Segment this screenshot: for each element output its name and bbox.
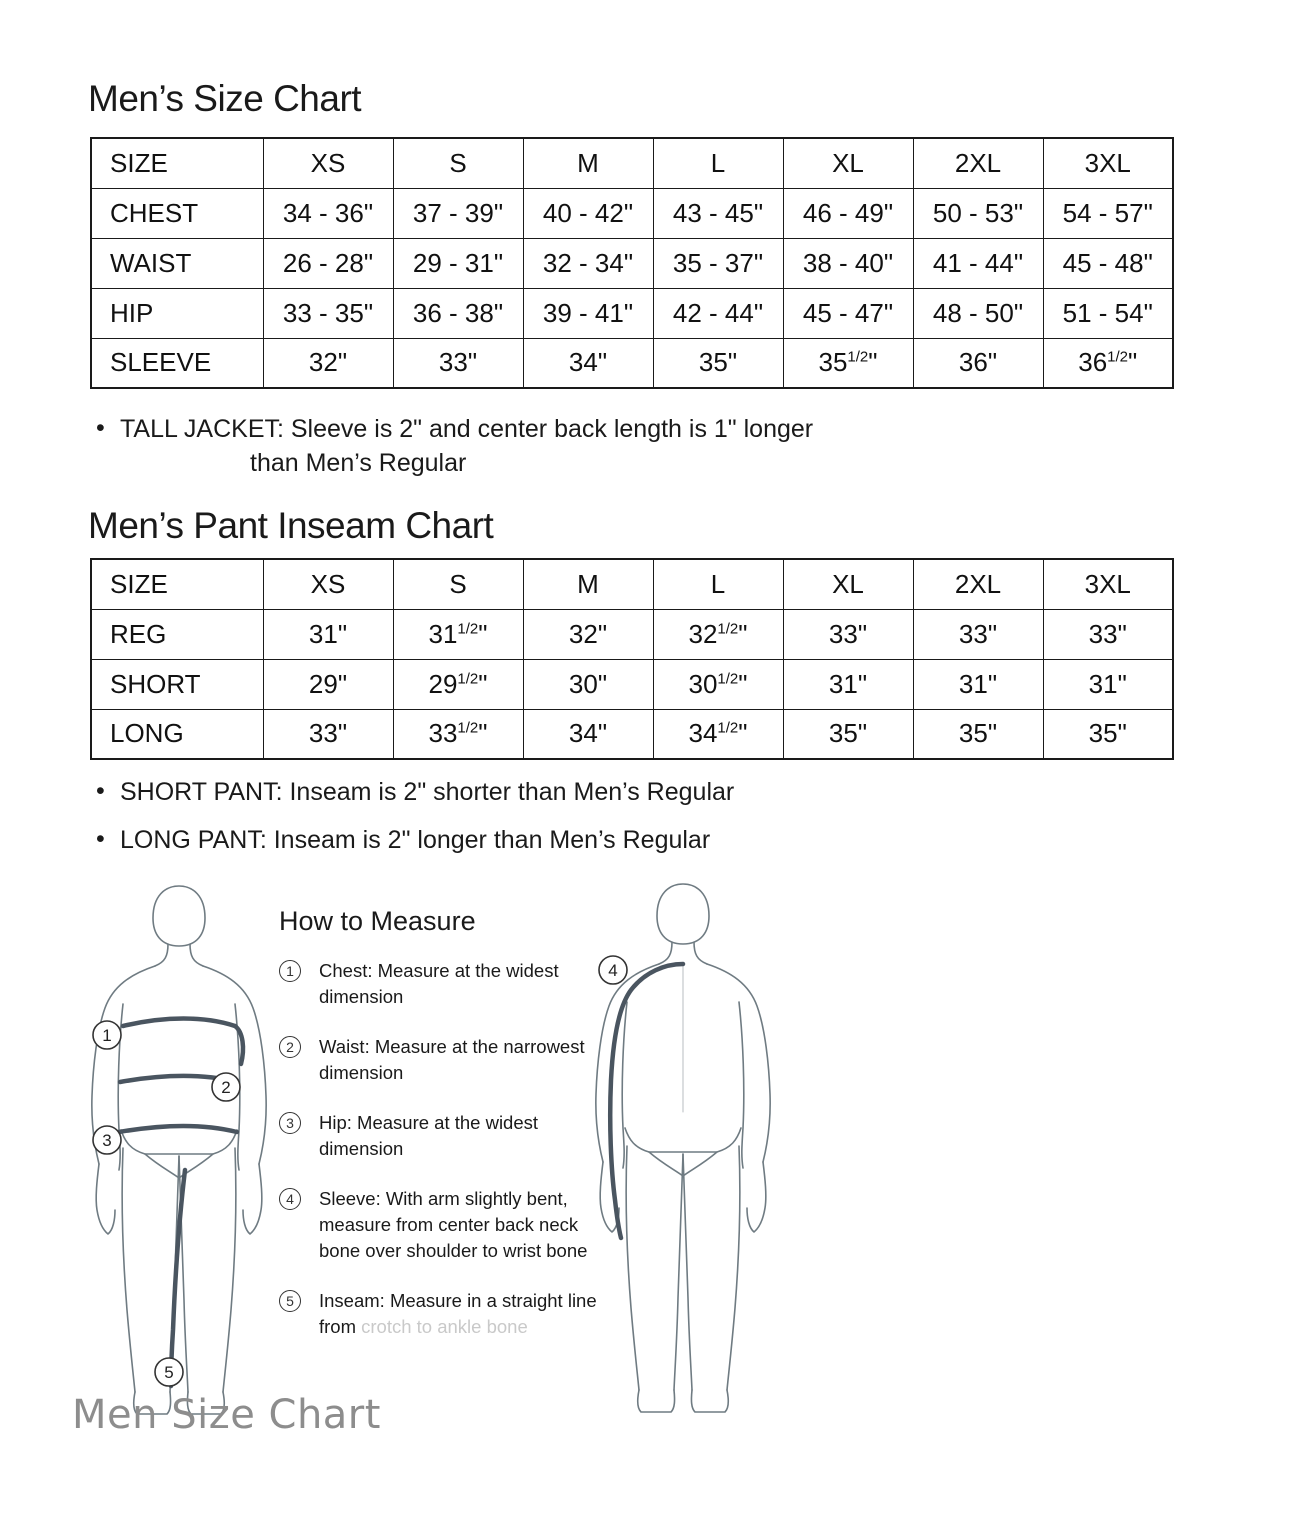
table-cell: 42 - 44" xyxy=(653,288,783,338)
step-number-badge: 3 xyxy=(279,1112,301,1134)
note-text: LONG PANT: Inseam is 2" longer than Men’s Regular xyxy=(120,826,711,854)
column-header: XS xyxy=(263,559,393,609)
table-cell: $35^{1/2}$" xyxy=(783,338,913,388)
callout-5 xyxy=(155,1358,183,1386)
table-header-row xyxy=(91,138,1173,188)
step-text: Sleeve: With arm slightly bent, measure from center back neck bone over shoulder to wrist bone xyxy=(319,1188,588,1261)
column-header: S xyxy=(393,138,523,188)
row-label: HIP xyxy=(91,288,263,338)
table-row xyxy=(91,188,1173,238)
note-item xyxy=(90,823,1190,857)
inseam-chart-table xyxy=(90,558,1174,760)
table-cell: 33" xyxy=(393,338,523,388)
table-cell: 35 - 37" xyxy=(653,238,783,288)
table-cell: $30^{1/2}$" xyxy=(653,659,783,709)
table-cell: 35" xyxy=(783,709,913,759)
table-cell: 48 - 50" xyxy=(913,288,1043,338)
column-header: L xyxy=(653,559,783,609)
callout-4 xyxy=(599,956,627,984)
note-text: TALL JACKET: Sleeve is 2" and center back length is 1" longer xyxy=(120,415,814,443)
table-cell: 33" xyxy=(783,609,913,659)
figure-back-view xyxy=(575,880,865,1480)
step-text: Hip: Measure at the widest dimension xyxy=(319,1112,539,1159)
column-header: 3XL xyxy=(1043,138,1173,188)
row-label: WAIST xyxy=(91,238,263,288)
table-cell: 50 - 53" xyxy=(913,188,1043,238)
step-text: Inseam: Measure in a straight line from xyxy=(319,1290,597,1337)
size-chart-table xyxy=(90,137,1174,389)
svg-text:3: 3 xyxy=(102,1131,112,1150)
page-title-inseam-chart: Men’s Pant Inseam Chart xyxy=(88,505,494,546)
step-text: Waist: Measure at the narrowest dimension xyxy=(319,1036,585,1083)
table-cell: 33" xyxy=(1043,609,1173,659)
note-item xyxy=(90,412,1190,480)
column-header: L xyxy=(653,138,783,188)
table-cell: $29^{1/2}$" xyxy=(393,659,523,709)
note-item xyxy=(90,775,1190,809)
svg-text:2: 2 xyxy=(221,1078,231,1097)
table-cell: 33" xyxy=(263,709,393,759)
table-cell: 36 - 38" xyxy=(393,288,523,338)
table-cell: 37 - 39" xyxy=(393,188,523,238)
table-cell: 31" xyxy=(1043,659,1173,709)
table-cell: 35" xyxy=(913,709,1043,759)
column-header: M xyxy=(523,138,653,188)
table-row xyxy=(91,709,1173,759)
column-header: SIZE xyxy=(91,138,263,188)
step-text: Chest: Measure at the widest dimension xyxy=(319,960,559,1007)
column-header: XL xyxy=(783,559,913,609)
column-header: 2XL xyxy=(913,138,1043,188)
svg-text:4: 4 xyxy=(608,961,618,980)
table-cell: 36" xyxy=(913,338,1043,388)
how-to-measure-title: How to Measure xyxy=(279,906,476,936)
table-cell: 43 - 45" xyxy=(653,188,783,238)
callout-3 xyxy=(93,1126,121,1154)
table-cell: 46 - 49" xyxy=(783,188,913,238)
table-row xyxy=(91,659,1173,709)
step-number-badge: 5 xyxy=(279,1290,301,1312)
table-cell: 29 - 31" xyxy=(393,238,523,288)
row-label: LONG xyxy=(91,709,263,759)
column-header: XS xyxy=(263,138,393,188)
callout-1 xyxy=(93,1021,121,1049)
table-cell: 33" xyxy=(913,609,1043,659)
table-row xyxy=(91,338,1173,388)
column-header: SIZE xyxy=(91,559,263,609)
column-header: XL xyxy=(783,138,913,188)
table-cell: $32^{1/2}$" xyxy=(653,609,783,659)
table-row xyxy=(91,288,1173,338)
table-cell: 41 - 44" xyxy=(913,238,1043,288)
table-cell: 30" xyxy=(523,659,653,709)
table-cell: 39 - 41" xyxy=(523,288,653,338)
table-cell: 26 - 28" xyxy=(263,238,393,288)
table-cell: 35" xyxy=(653,338,783,388)
table-cell: 34" xyxy=(523,709,653,759)
table-row xyxy=(91,238,1173,288)
table-cell: 38 - 40" xyxy=(783,238,913,288)
table-cell: 45 - 47" xyxy=(783,288,913,338)
step-number-badge: 2 xyxy=(279,1036,301,1058)
step-number-badge: 1 xyxy=(279,960,301,982)
table-cell: 31" xyxy=(913,659,1043,709)
table-cell: $34^{1/2}$" xyxy=(653,709,783,759)
note-text-continued: than Men’s Regular xyxy=(250,449,467,477)
column-header: 3XL xyxy=(1043,559,1173,609)
watermark-text: Men Size Chart xyxy=(72,1392,381,1438)
table-cell: 34" xyxy=(523,338,653,388)
page-title-size-chart: Men’s Size Chart xyxy=(88,78,362,119)
table-cell: 54 - 57" xyxy=(1043,188,1173,238)
column-header: S xyxy=(393,559,523,609)
table-cell: 29" xyxy=(263,659,393,709)
step-number-badge: 4 xyxy=(279,1188,301,1210)
table-cell: 34 - 36" xyxy=(263,188,393,238)
svg-text:5: 5 xyxy=(164,1363,174,1382)
row-label: CHEST xyxy=(91,188,263,238)
sleeve-tape xyxy=(610,964,683,1238)
column-header: M xyxy=(523,559,653,609)
table-cell: $36^{1/2}$" xyxy=(1043,338,1173,388)
size-chart-notes xyxy=(90,412,1190,480)
table-row xyxy=(91,609,1173,659)
table-cell: 31" xyxy=(783,659,913,709)
table-cell: 35" xyxy=(1043,709,1173,759)
table-cell: 32 - 34" xyxy=(523,238,653,288)
row-label: SHORT xyxy=(91,659,263,709)
table-header-row xyxy=(91,559,1173,609)
table-cell: $33^{1/2}$" xyxy=(393,709,523,759)
table-cell: 51 - 54" xyxy=(1043,288,1173,338)
svg-text:1: 1 xyxy=(102,1026,112,1045)
table-cell: 31" xyxy=(263,609,393,659)
note-text: SHORT PANT: Inseam is 2" shorter than Men’s Regular xyxy=(120,778,735,806)
row-label: SLEEVE xyxy=(91,338,263,388)
chest-tape xyxy=(123,1019,235,1027)
table-cell: 32" xyxy=(263,338,393,388)
inseam-chart-notes xyxy=(90,775,1190,857)
callout-2 xyxy=(212,1073,240,1101)
figure-front-view xyxy=(75,880,365,1480)
table-cell: $31^{1/2}$" xyxy=(393,609,523,659)
table-cell: 40 - 42" xyxy=(523,188,653,238)
row-label: REG xyxy=(91,609,263,659)
column-header: 2XL xyxy=(913,559,1043,609)
table-cell: 45 - 48" xyxy=(1043,238,1173,288)
step-text-faded: crotch to ankle bone xyxy=(361,1316,528,1337)
table-cell: 33 - 35" xyxy=(263,288,393,338)
table-cell: 32" xyxy=(523,609,653,659)
hip-tape xyxy=(119,1126,237,1132)
